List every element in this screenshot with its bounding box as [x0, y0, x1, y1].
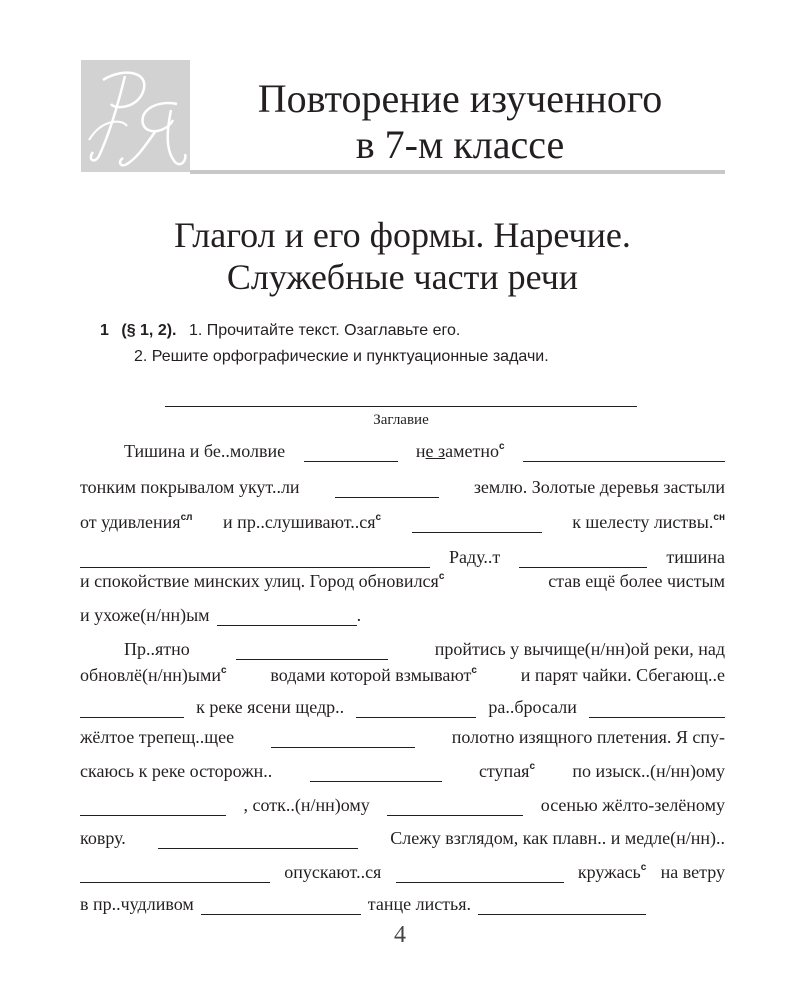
- text-fragment: [572, 512, 725, 533]
- answer-blank[interactable]: [356, 699, 476, 718]
- text-line-11: [80, 756, 725, 782]
- text-fragment: ковру.: [80, 828, 126, 848]
- answer-blank[interactable]: [201, 896, 361, 915]
- text-fragment: [479, 761, 535, 782]
- answer-blank[interactable]: [236, 641, 388, 660]
- answer-blank[interactable]: [217, 607, 357, 626]
- underlined-fragment: е з: [425, 441, 446, 461]
- chapter-title-line-1: Повторение изученного: [257, 76, 663, 121]
- chapter-title-line-2: в 7-м классе: [355, 122, 565, 167]
- mark-c: с: [471, 665, 477, 676]
- text-fragment: жёлтое трепещ..щее: [80, 727, 235, 747]
- mark-c: с: [640, 862, 647, 873]
- text-line-12: [80, 790, 725, 816]
- text-line-14: [80, 857, 725, 883]
- text-fragment: по изыск..(н/нн)ому: [572, 761, 725, 781]
- text-fragment: .: [356, 605, 362, 625]
- mark-ch: сн: [713, 512, 725, 523]
- text-line-8: [80, 660, 725, 686]
- mark-c: с: [438, 571, 445, 582]
- text-fragment: в пр..чудливом: [80, 894, 194, 914]
- task-number: 1: [100, 322, 109, 339]
- text-fragment: [80, 512, 193, 533]
- text-fragment: аметно: [445, 441, 500, 461]
- text-line-6: [80, 600, 725, 626]
- text-fragment: Слежу взглядом, как плавн.. и медле(н/нн)..: [390, 828, 725, 848]
- text-fragment: и ухоже(н/нн)ым: [80, 605, 210, 625]
- text-fragment: ступая: [478, 761, 530, 781]
- answer-blank[interactable]: [412, 514, 542, 533]
- mark-c: с: [499, 441, 505, 452]
- text-fragment: осенью жёлто-зелёному: [540, 795, 725, 815]
- text-fragment: Пр..ятно: [124, 639, 190, 659]
- section-title-line-1: Глагол и его формы. Наречие.: [174, 215, 631, 255]
- text-line-7: [80, 634, 725, 660]
- text-fragment: [578, 862, 646, 883]
- text-fragment: танце листья.: [367, 894, 472, 914]
- text-fragment: к шелесту листвы.: [572, 512, 714, 532]
- task-instructions: [100, 318, 720, 370]
- text-fragment: став ещё более чистым: [548, 571, 725, 591]
- text-fragment: [270, 665, 477, 686]
- text-fragment: водами которой взмывают: [270, 665, 472, 685]
- monogram-icon: [81, 60, 190, 172]
- task-instruction-2: 2. Решите орфографические и пунктуационные задачи.: [134, 348, 549, 365]
- text-fragment: и парят чайки. Сбегающ..е: [520, 665, 725, 685]
- text-fragment: полотно изящного плетения. Я спу-: [451, 727, 725, 747]
- task-instruction-1: 1. Прочитайте текст. Озаглавьте его.: [188, 322, 461, 339]
- text-line-4: [80, 542, 725, 568]
- text-fragment: на ветру: [660, 862, 725, 882]
- task-reference: (§ 1, 2).: [121, 322, 177, 339]
- text-line-15: [80, 889, 725, 915]
- text-line-1: [80, 436, 725, 462]
- monogram-logo: [81, 60, 190, 172]
- section-title-line-2: Служебные части речи: [226, 257, 579, 297]
- text-fragment: пройтись у вычище(н/нн)ой реки, над: [434, 639, 725, 659]
- text-fragment: [80, 665, 227, 686]
- answer-blank[interactable]: [387, 797, 523, 816]
- answer-blank[interactable]: [80, 797, 226, 816]
- answer-blank[interactable]: [478, 896, 646, 915]
- text-fragment: тонким покрывалом укут..ли: [80, 477, 300, 497]
- text-fragment: [223, 512, 381, 533]
- chapter-title: [200, 76, 720, 168]
- text-fragment: землю. Золотые деревья застыли: [473, 477, 725, 497]
- answer-blank[interactable]: [523, 443, 725, 462]
- text-fragment: [80, 571, 444, 592]
- mark-c: с: [221, 665, 227, 676]
- text-fragment: Раду..т: [449, 547, 501, 567]
- text-line-10: [80, 722, 725, 748]
- header-divider: [190, 170, 725, 174]
- text-fragment: и спокойствие минских улиц. Город обновился: [80, 571, 439, 591]
- text-line-13: [80, 823, 725, 849]
- text-line-5: [80, 566, 725, 592]
- answer-blank[interactable]: [304, 443, 398, 462]
- text-line-3: [80, 507, 725, 533]
- text-fragment: обновлё(н/нн)ыми: [80, 665, 222, 685]
- text-fragment: от удивления: [80, 512, 181, 532]
- mark-cl: сл: [180, 512, 193, 523]
- answer-blank[interactable]: [80, 864, 270, 883]
- page-number: 4: [394, 922, 406, 948]
- text-line-9: [80, 692, 725, 718]
- answer-blank[interactable]: [80, 699, 184, 718]
- text-fragment: Тишина и бе..молвие: [124, 441, 286, 461]
- text-fragment: опускают..ся: [284, 862, 382, 882]
- text-line-2: [80, 472, 725, 498]
- mark-c: с: [529, 761, 536, 772]
- text-fragment: кружась: [577, 862, 641, 882]
- answer-blank[interactable]: [158, 830, 358, 849]
- section-title: [80, 214, 725, 298]
- text-fragment: н: [415, 441, 426, 461]
- text-fragment: и пр..слушивают..ся: [223, 512, 376, 532]
- answer-blank[interactable]: [310, 763, 442, 782]
- mark-c: с: [375, 512, 382, 523]
- text-fragment: [416, 441, 505, 462]
- text-fragment: , сотк..(н/нн)ому: [243, 795, 370, 815]
- answer-blank[interactable]: [396, 864, 564, 883]
- text-fragment: к реке ясени щедр..: [196, 697, 345, 717]
- answer-blank[interactable]: [271, 729, 415, 748]
- title-blank-line[interactable]: [165, 406, 637, 407]
- title-caption: Заглавие: [373, 412, 429, 428]
- text-fragment: ра..бросали: [488, 697, 577, 717]
- text-fragment: тишина: [666, 547, 725, 567]
- answer-blank[interactable]: [589, 699, 725, 718]
- text-fragment: скаюсь к реке осторожн..: [80, 761, 273, 781]
- answer-blank[interactable]: [335, 479, 439, 498]
